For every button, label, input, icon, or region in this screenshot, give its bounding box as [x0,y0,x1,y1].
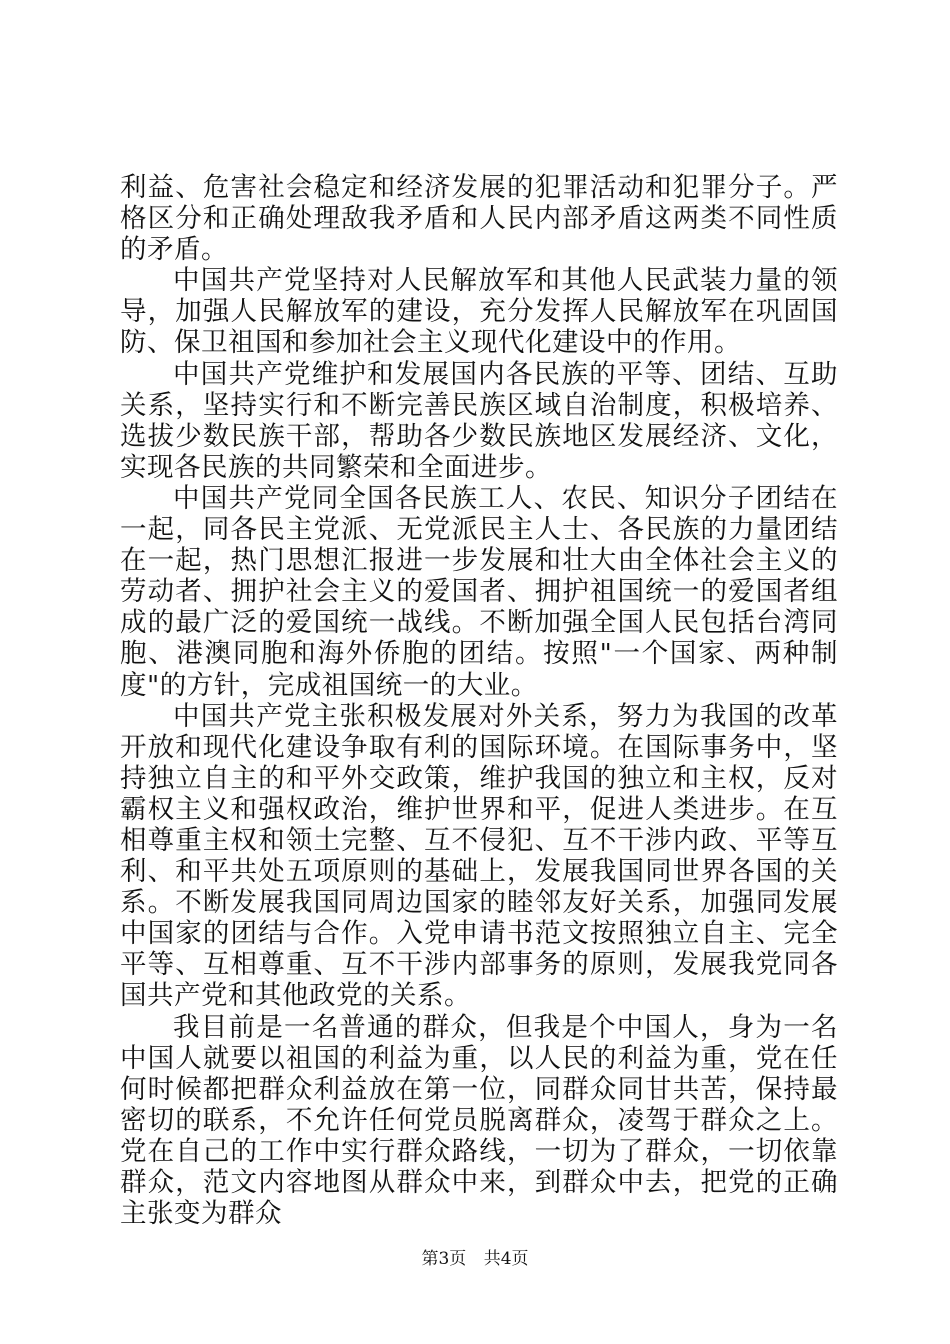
paragraph-6: 我目前是一名普通的群众，但我是个中国人，身为一名中国人就要以祖国的利益为重，以人民的利益为重，党在任何时候都把群众利益放在第一位，同群众同甘共苦，保持最密切的联系，不允许任何党员脱离群众，凌驾于群众之上。党在自己的工作中实行群众路线，一切为了群众，一切依靠群众，范文内容地图从群众中来，到群众中去，把党的正确主张变为群众 [120,1011,838,1230]
paragraph-2: 中国共产党坚持对人民解放军和其他人民武装力量的领导，加强人民解放军的建设，充分发挥人民解放军在巩固国防、保卫祖国和参加社会主义现代化建设中的作用。 [120,265,838,359]
page-number: 第3页 [421,1249,467,1269]
paragraph-4: 中国共产党同全国各民族工人、农民、知识分子团结在一起，同各民主党派、无党派民主人士、各民族的力量团结在一起，热门思想汇报进一步发展和壮大由全体社会主义的劳动者、拥护社会主义的爱国者、拥护祖国统一的爱国者组成的最广泛的爱国统一战线。不断加强全国人民包括台湾同胞、港澳同胞和海外侨胞的团结。按照"一个国家、两种制度"的方针，完成祖国统一的大业。 [120,482,838,701]
page-total: 共4页 [483,1249,529,1269]
page-footer [0,1244,950,1269]
paragraph-5: 中国共产党主张积极发展对外关系，努力为我国的改革开放和现代化建设争取有利的国际环境。在国际事务中，坚持独立自主的和平外交政策，维护我国的独立和主权，反对霸权主义和强权政治，维护世界和平，促进人类进步。在互相尊重主权和领土完整、互不侵犯、互不干涉内政、平等互利、和平共处五项原则的基础上，发展我国同世界各国的关系。不断发展我国同周边国家的睦邻友好关系，加强同发展中国家的团结与合作。入党申请书范文按照独立自主、完全平等、互相尊重、互不干涉内部事务的原则，发展我党同各国共产党和其他政党的关系。 [120,700,838,1012]
paragraph-1: 利益、危害社会稳定和经济发展的犯罪活动和犯罪分子。严格区分和正确处理敌我矛盾和人民内部矛盾这两类不同性质的矛盾。 [120,172,838,266]
document-body [120,172,838,1229]
paragraph-3: 中国共产党维护和发展国内各民族的平等、团结、互助关系，坚持实行和不断完善民族区域自治制度，积极培养、选拔少数民族干部，帮助各少数民族地区发展经济、文化，实现各民族的共同繁荣和全面进步。 [120,358,838,483]
